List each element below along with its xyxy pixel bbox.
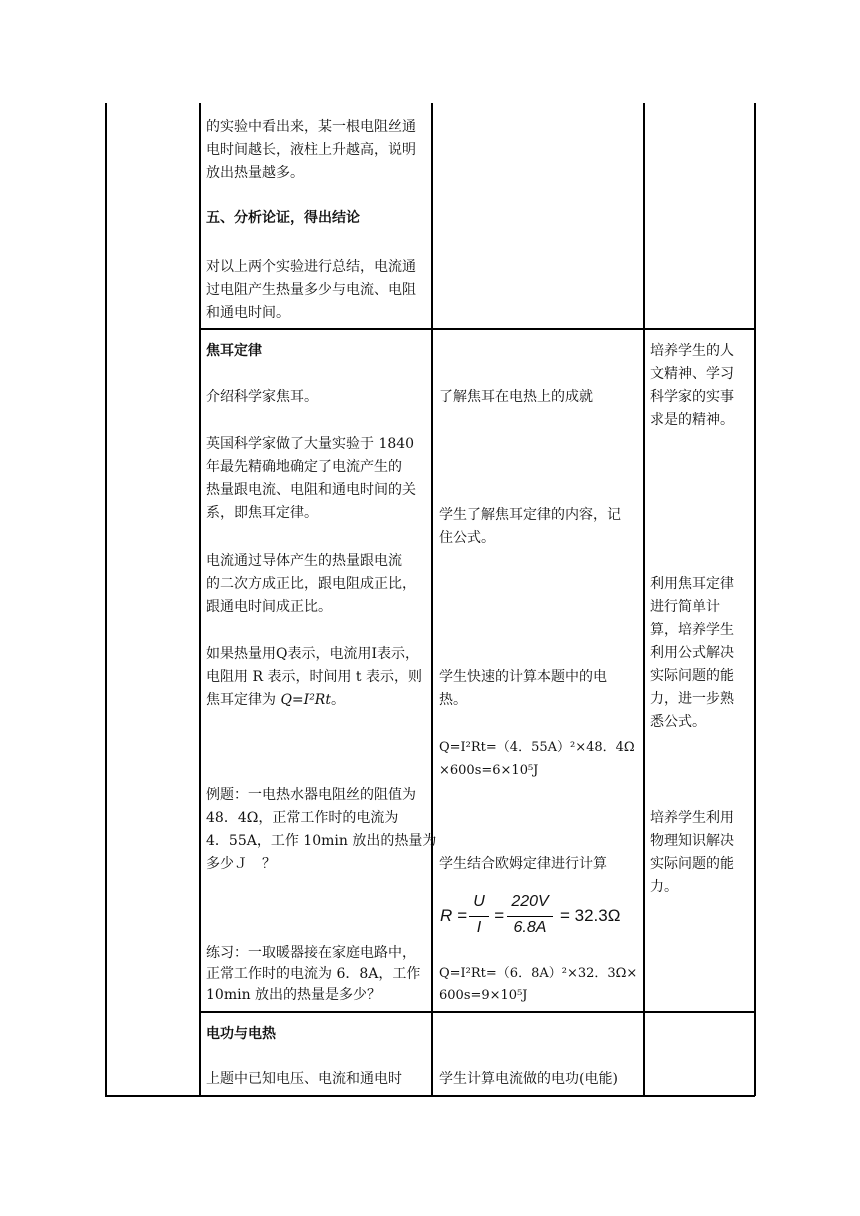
teaching-goal: 物理知识解决 — [650, 833, 734, 849]
student-activity: 了解焦耳在电热上的成就 — [439, 389, 593, 405]
teaching-goal: 培养学生利用 — [650, 810, 734, 826]
teaching-goal: 力。 — [650, 879, 678, 895]
text-line: 电时间越长，液柱上升越高，说明 — [206, 142, 416, 158]
formula-prefix: 焦耳定律为 — [206, 692, 281, 708]
teaching-goal: 进行简单计 — [650, 599, 720, 615]
ohm-result: = 32.3Ω — [560, 906, 621, 925]
formula-suffix: 。 — [330, 692, 345, 708]
calculation-2: 600s=9×10⁵J — [439, 988, 528, 1003]
text-line: 和通电时间。 — [206, 305, 290, 321]
section-heading-analysis: 五、分析论证，得出结论 — [206, 210, 360, 226]
ohm-denominator-6-8a: 6.8A — [513, 919, 547, 936]
teaching-goal: 算，培养学生 — [650, 622, 734, 638]
joule-law-formula-line — [206, 689, 345, 712]
exercise-text: 练习：一取暖器接在家庭电路中， — [206, 945, 416, 961]
equals-sign: = — [494, 906, 504, 925]
table-border-bottom — [105, 1095, 755, 1097]
text-line: 对以上两个实验进行总结，电流通 — [206, 259, 416, 275]
student-activity: 学生结合欧姆定律进行计算 — [439, 856, 607, 872]
text-line: 年最先精确地确定了电流产生的 — [206, 459, 402, 475]
text-line: 过电阻产生热量多少与电流、电阻 — [206, 282, 416, 298]
example-text: 48．4Ω，正常工作时的电流为 — [206, 810, 399, 826]
example-text: 例题：一电热水器电阻丝的阻值为 — [206, 787, 416, 803]
exercise-text: 正常工作时的电流为 6．8A，工作 — [206, 966, 421, 982]
teaching-goal: 实际问题的能 — [650, 668, 734, 684]
text-line: 上题中已知电压、电流和通电时 — [206, 1071, 402, 1087]
text-line: 电阻用 R 表示，时间用 t 表示，则 — [206, 669, 422, 685]
ohm-numerator-u: U — [473, 893, 485, 910]
teaching-goal: 利用公式解决 — [650, 645, 734, 661]
teaching-goal: 实际问题的能 — [650, 856, 734, 872]
text-line: 的二次方成正比，跟电阻成正比， — [206, 576, 416, 592]
student-activity: 住公式。 — [439, 530, 495, 546]
text-line: 电流通过导体产生的热量跟电流 — [206, 553, 402, 569]
student-activity: 热。 — [439, 692, 467, 708]
row-divider-1 — [199, 328, 755, 330]
column-divider-3 — [643, 103, 645, 1096]
student-activity: 学生计算电流做的电功(电能) — [439, 1071, 618, 1087]
text-line: 系，即焦耳定律。 — [206, 505, 318, 521]
teaching-goal: 科学家的实事 — [650, 389, 734, 405]
ohm-numerator-220v: 220V — [511, 893, 549, 910]
table-border-right — [754, 103, 756, 1096]
ohm-formula-lhs: R = — [440, 906, 467, 925]
text-line: 介绍科学家焦耳。 — [206, 389, 318, 405]
row-divider-2 — [199, 1011, 755, 1013]
column-divider-1 — [199, 103, 201, 1096]
text-line: 如果热量用Q表示，电流用I表示， — [206, 646, 420, 662]
section-heading-joule-law: 焦耳定律 — [206, 343, 262, 359]
example-text: 多少Ｊ ？ — [206, 856, 276, 872]
calculation-2: Q=I²Rt=（6．8A）²×32．3Ω× — [439, 966, 638, 981]
exercise-text: 10min 放出的热量是多少？ — [206, 987, 382, 1003]
student-activity: 学生了解焦耳定律的内容，记 — [439, 507, 621, 523]
teaching-goal: 培养学生的人 — [650, 343, 734, 359]
calculation-1: ×600s=6×10⁵J — [439, 763, 539, 778]
calculation-1: Q=I²Rt=（4．55A）²×48．4Ω — [439, 740, 635, 755]
teaching-goal: 力，进一步熟 — [650, 691, 734, 707]
teaching-goal: 悉公式。 — [650, 714, 706, 730]
fraction-bar — [507, 916, 553, 917]
example-text: 4．55A，工作 10min 放出的热量为 — [206, 833, 437, 849]
teaching-goal: 求是的精神。 — [650, 412, 734, 428]
joule-formula: Q=I²Rt — [280, 692, 331, 708]
fraction-bar — [469, 916, 489, 917]
text-line: 跟通电时间成正比。 — [206, 599, 332, 615]
text-line: 放出热量越多。 — [206, 165, 304, 181]
section-heading-electric-work: 电功与电热 — [206, 1026, 276, 1042]
teaching-goal: 利用焦耳定律 — [650, 576, 734, 592]
text-line: 的实验中看出来，某一根电阻丝通 — [206, 119, 416, 135]
text-line: 热量跟电流、电阻和通电时间的关 — [206, 482, 416, 498]
column-divider-2 — [431, 103, 433, 1096]
ohm-denominator-i: I — [476, 919, 482, 936]
student-activity: 学生快速的计算本题中的电 — [439, 669, 607, 685]
teaching-goal: 文精神、学习 — [650, 366, 734, 382]
table-border-left — [105, 103, 107, 1096]
text-line: 英国科学家做了大量实验于 1840 — [206, 436, 415, 452]
